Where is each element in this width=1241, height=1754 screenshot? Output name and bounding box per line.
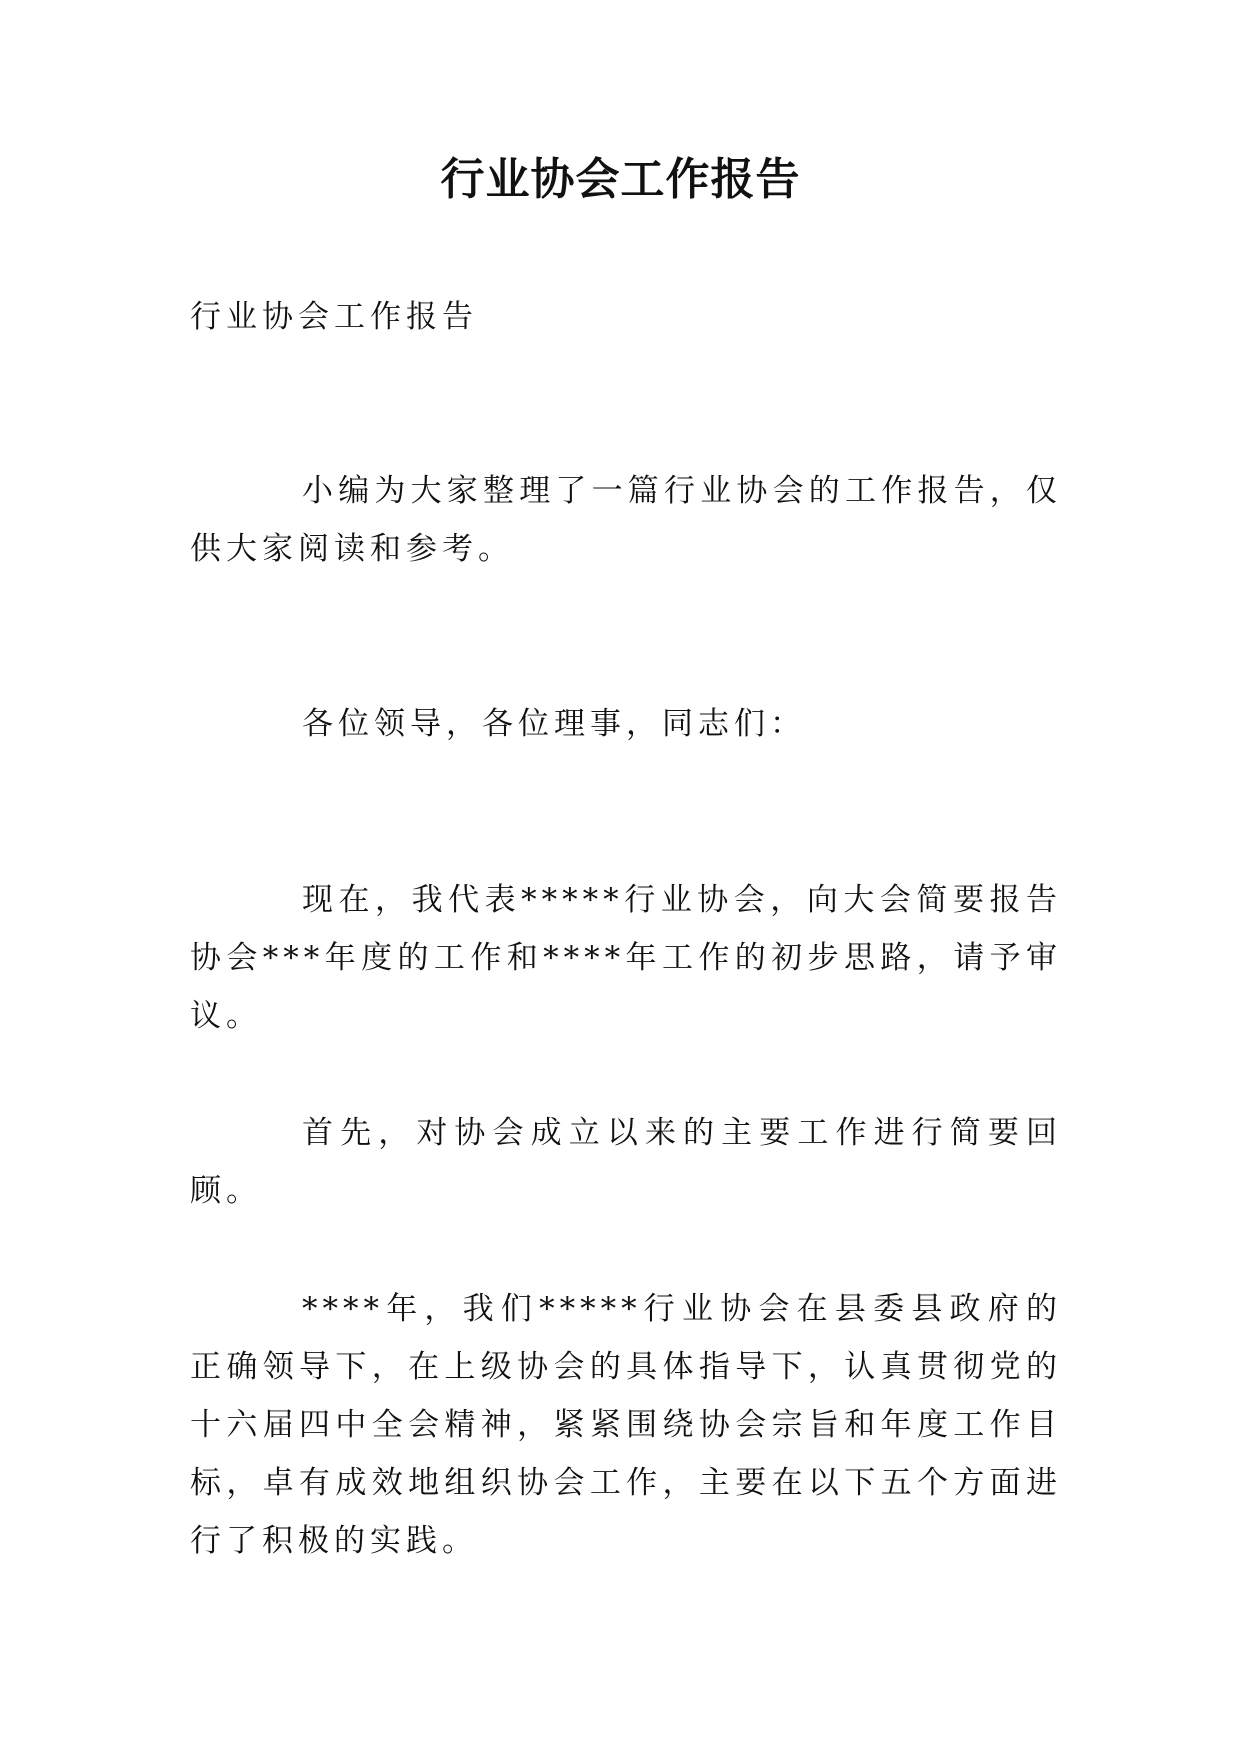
paragraph-intro: 小编为大家整理了一篇行业协会的工作报告，仅供大家阅读和参考。	[190, 473, 1062, 567]
document-title: 行业协会工作报告	[440, 154, 801, 205]
paragraph-salutation: 各位领导，各位理事，同志们：	[302, 706, 806, 742]
paragraph-review-intro: 首先，对协会成立以来的主要工作进行简要回顾。	[190, 1115, 1062, 1209]
paragraph-report-statement: 现在，我代表*****行业协会，向大会简要报告协会***年度的工作和****年工作的初步思路，请予审议。	[190, 882, 1062, 1034]
paragraph-work-summary: ****年，我们*****行业协会在县委县政府的正确领导下，在上级协会的具体指导下，认真贯彻党的十六届四中全会精神，紧紧围绕协会宗旨和年度工作目标，卓有成效地组织协会工作，主要在以下五个方面进行了积极的实践。	[190, 1291, 1062, 1559]
paragraph-subtitle: 行业协会工作报告	[190, 299, 478, 335]
